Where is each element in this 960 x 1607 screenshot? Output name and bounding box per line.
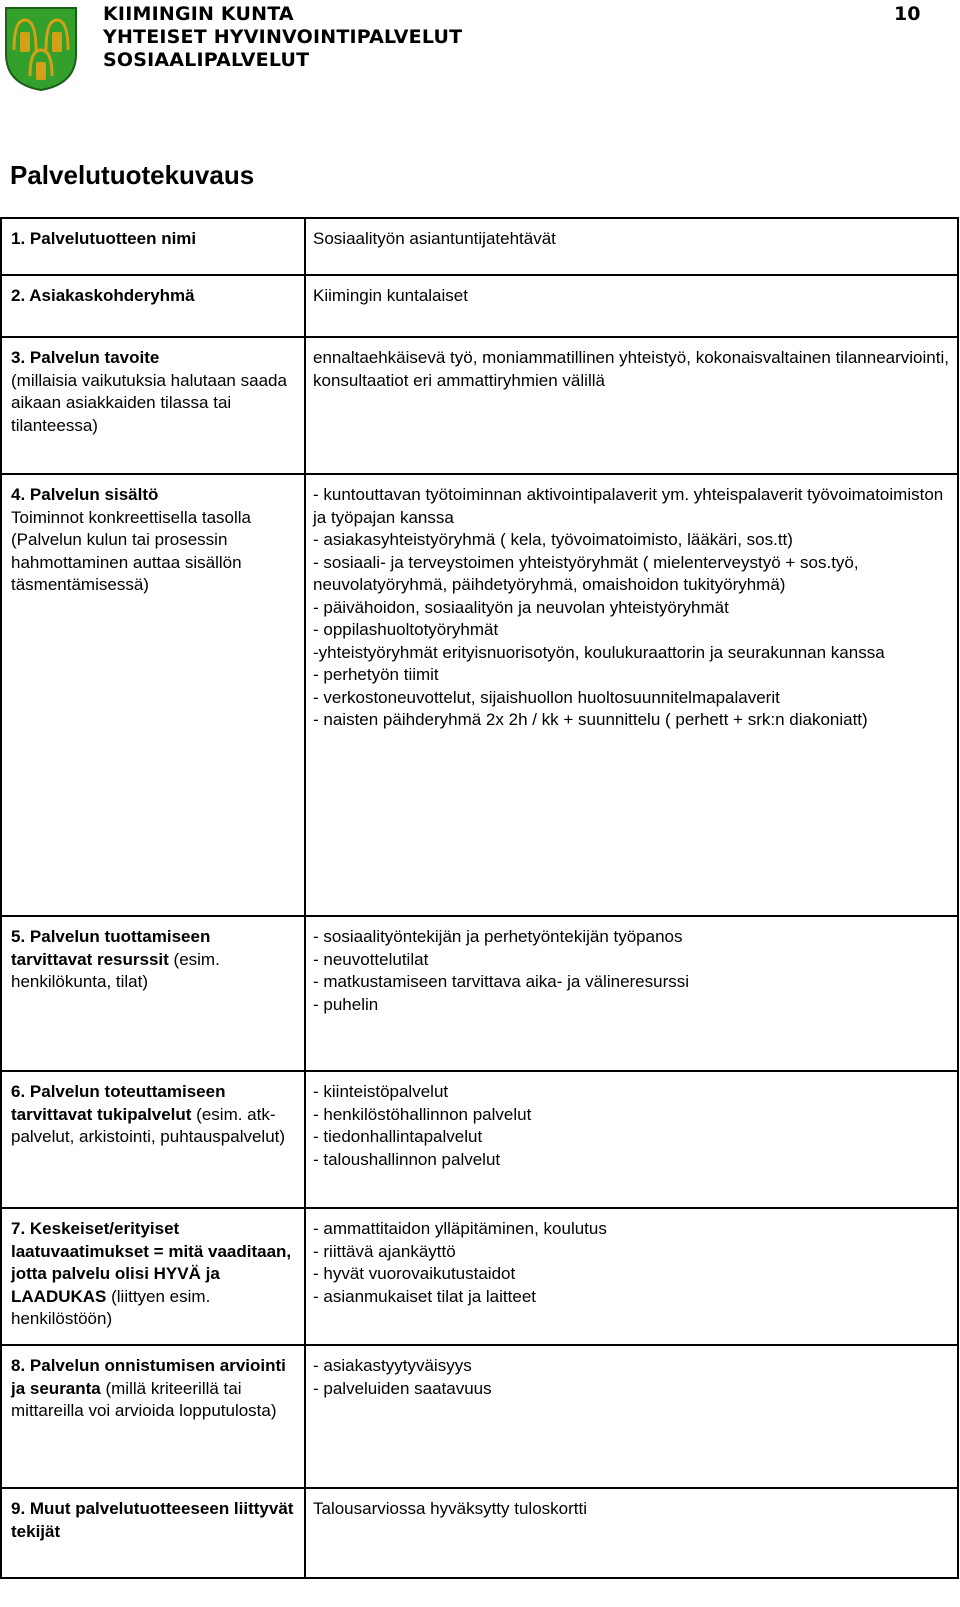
content-line: - verkostoneuvottelut, sijaishuollon huoltosuunnitelmapalaverit xyxy=(313,687,780,707)
content-line: - asiakastyytyväisyys xyxy=(313,1356,472,1375)
row-label-heading: 2. Asiakaskohderyhmä xyxy=(11,286,195,305)
row-label-description: (esim. henkilökunta, tilat) xyxy=(11,949,220,991)
content-line: - neuvottelutilat xyxy=(313,949,429,969)
content-line: - sosiaalityöntekijän ja perhetyöntekijän työpanos xyxy=(313,927,683,946)
row-label-heading: 1. Palvelutuotteen nimi xyxy=(11,229,197,248)
service-description-table xyxy=(0,217,959,1579)
content-line: - perhetyön tiimit xyxy=(313,665,439,684)
row-content-cell xyxy=(305,1488,958,1578)
table-row xyxy=(1,1488,958,1578)
content-line: -yhteistyöryhmät erityisnuorisotyön, koulukuraattorin ja seurakunnan kanssa xyxy=(313,642,885,662)
row-label-description: (esim. atk-palvelut, arkistointi, puhtauspalvelut) xyxy=(11,1104,286,1146)
table-row xyxy=(1,1071,958,1208)
row-content-cell xyxy=(305,474,958,916)
row-label-cell xyxy=(1,275,305,337)
row-label-cell xyxy=(1,1345,305,1488)
municipal-crest-icon xyxy=(4,6,78,92)
row-label-heading: 8. Palvelun onnistumisen arviointi ja seuranta xyxy=(11,1356,286,1398)
row-label-cell xyxy=(1,337,305,474)
row-label-heading: 4. Palvelun sisältö xyxy=(11,485,159,504)
table-row xyxy=(1,916,958,1071)
row-label-heading: 5. Palvelun tuottamiseen tarvittavat resurssit xyxy=(11,927,211,969)
content-line: ennaltaehkäisevä työ, moniammatillinen yhteistyö, kokonaisvaltainen tilannearviointi, konsultaatiot eri ammattiryhmien välillä xyxy=(313,348,949,390)
table-row xyxy=(1,1345,958,1488)
row-content-cell xyxy=(305,1208,958,1345)
page-number: 10 xyxy=(894,3,921,25)
content-line: - naisten päihderyhmä 2x 2h / kk + suunnittelu ( perhett + srk:n diakoniatt) xyxy=(313,710,868,729)
row-label-description: (millä kriteerillä tai mittareilla voi arvioida lopputulosta) xyxy=(11,1378,277,1420)
organization-name xyxy=(103,3,462,72)
content-line: - oppilashuoltotyöryhmät xyxy=(313,620,499,639)
page-title: Palvelutuotekuvaus xyxy=(10,160,255,190)
content-line: - matkustamiseen tarvittava aika- ja välineresurssi xyxy=(313,972,690,991)
content-line: - taloushallinnon palvelut xyxy=(313,1149,501,1169)
content-line: - sosiaali- ja terveystoimen yhteistyöryhmät ( mielenterveystyö + sos.työ, neuvolatyöryhmä, päihdetyöryhmä, omaishoidon tukityöryhmä) xyxy=(313,552,859,594)
content-line: - päivähoidon, sosiaalityön ja neuvolan yhteistyöryhmät xyxy=(313,597,729,617)
table-row xyxy=(1,1208,958,1345)
content-line: - puhelin xyxy=(313,994,379,1014)
row-content-cell xyxy=(305,337,958,474)
content-line: - ammattitaidon ylläpitäminen, koulutus xyxy=(313,1219,607,1238)
row-label-heading: 7. Keskeiset/erityiset laatuvaatimukset = mitä vaaditaan, jotta palvelu olisi HYVÄ ja LAADUKAS xyxy=(11,1219,292,1306)
row-label-heading: 3. Palvelun tavoite xyxy=(11,348,160,367)
org-line-unit: SOSIAALIPALVELUT xyxy=(103,49,310,71)
content-line: Sosiaalityön asiantuntijatehtävät xyxy=(313,229,556,248)
row-label-description: (liittyen esim. henkilöstöön) xyxy=(11,1286,211,1328)
row-label-heading: 6. Palvelun toteuttamiseen tarvittavat tukipalvelut xyxy=(11,1082,226,1124)
row-content-cell xyxy=(305,916,958,1071)
org-line-municipality: KIIMINGIN KUNTA xyxy=(103,3,294,25)
content-line: Kiimingin kuntalaiset xyxy=(313,286,468,305)
content-line: - kuntouttavan työtoiminnan aktivointipalaverit ym. yhteispalaverit työvoimatoimiston ja työpajan kanssa xyxy=(313,485,944,527)
content-line: - hyvät vuorovaikutustaidot xyxy=(313,1264,516,1283)
content-line: - asiakasyhteistyöryhmä ( kela, työvoimatoimisto, lääkäri, sos.tt) xyxy=(313,530,793,549)
row-label-cell xyxy=(1,1208,305,1345)
table-row xyxy=(1,275,958,337)
table-row xyxy=(1,218,958,275)
content-line: - riittävä ajankäyttö xyxy=(313,1241,456,1261)
row-label-description: Toiminnot konkreettisella tasolla (Palvelun kulun tai prosessin hahmottaminen auttaa sisällön täsmentämisessä) xyxy=(11,507,252,594)
content-line: - palveluiden saatavuus xyxy=(313,1378,492,1398)
table-row xyxy=(1,337,958,474)
row-label-cell xyxy=(1,474,305,916)
document-header xyxy=(0,0,960,100)
content-line: - asianmukaiset tilat ja laitteet xyxy=(313,1286,536,1306)
row-label-cell xyxy=(1,1488,305,1578)
row-label-heading: 9. Muut palvelutuotteeseen liittyvät tekijät xyxy=(11,1499,294,1541)
row-label-description: (millaisia vaikutuksia halutaan saada aikaan asiakkaiden tilassa tai tilanteessa) xyxy=(11,370,287,435)
row-content-cell xyxy=(305,1071,958,1208)
content-line: - kiinteistöpalvelut xyxy=(313,1082,449,1101)
row-label-cell xyxy=(1,916,305,1071)
content-line: - henkilöstöhallinnon palvelut xyxy=(313,1104,532,1124)
content-line: Talousarviossa hyväksytty tuloskortti xyxy=(313,1499,587,1518)
row-content-cell xyxy=(305,218,958,275)
row-label-cell xyxy=(1,218,305,275)
row-label-cell xyxy=(1,1071,305,1208)
content-line: - tiedonhallintapalvelut xyxy=(313,1127,483,1146)
org-line-department: YHTEISET HYVINVOINTIPALVELUT xyxy=(103,26,463,48)
row-content-cell xyxy=(305,275,958,337)
table-row xyxy=(1,474,958,916)
row-content-cell xyxy=(305,1345,958,1488)
